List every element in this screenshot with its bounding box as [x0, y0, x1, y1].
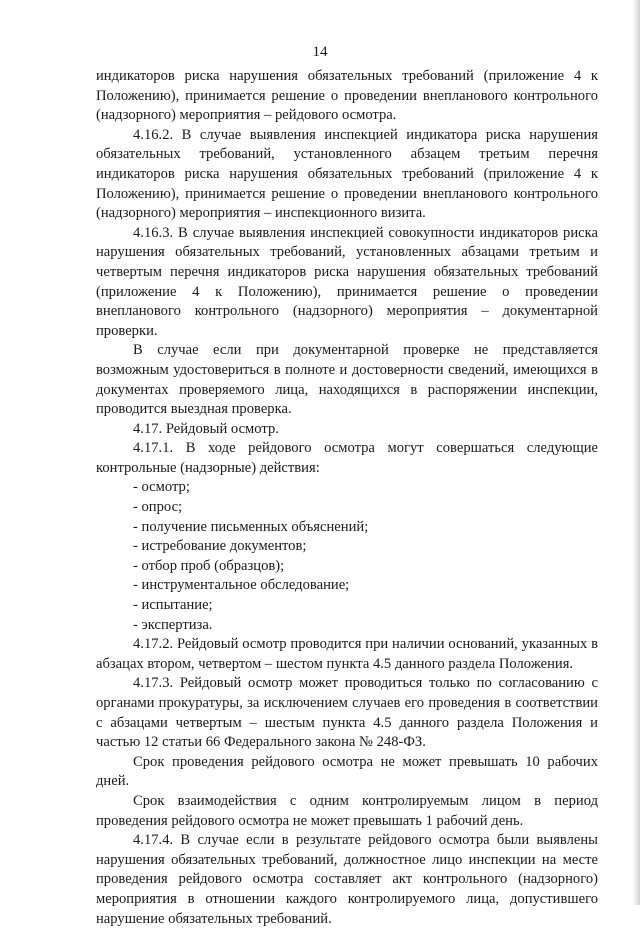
list-item: - экспертиза. — [133, 616, 213, 633]
list-item: - отбор проб (образцов); — [133, 557, 285, 574]
page-number: 14 — [312, 44, 328, 60]
paragraph-duration: Срок проведения рейдового осмотра не может превышать 10 рабочих дней. — [96, 753, 598, 790]
paragraph-4-16-2: 4.16.2. В случае выявления инспекцией индикатора риска нарушения обязательных требований, установленного абзацем третьим перечня индикаторов риска нарушения обязательных требований (приложение 4 к Положению), принимается решение о проведении внепланового контрольного (надзорного) мероприятия – инспекционного визита. — [96, 126, 598, 222]
control-actions-list — [96, 478, 598, 635]
section-heading-4-17: 4.17. Рейдовый осмотр. — [133, 420, 279, 437]
paragraph-field-inspection: В случае если при документарной проверке не представляется возможным удостовериться в полноте и достоверности сведений, имеющихся в документах проверяемого лица, находящихся в распоряжении инспекции, проводится выездная проверка. — [96, 342, 598, 418]
paragraph-4-16-3: 4.16.3. В случае выявления инспекцией совокупности индикаторов риска нарушения обязательных требований, установленных абзацами третьим и четвертым перечня индикаторов риска нарушения обязательных требований (приложение 4 к Положению), принимается решение о проведении внепланового контрольного (надзорного) мероприятия – документарной проверки. — [96, 224, 598, 339]
page-edge-shadow — [632, 0, 640, 905]
paragraph-interaction-period: Срок взаимодействия с одним контролируемым лицом в период проведения рейдового осмотра не может превышать 1 рабочий день. — [96, 792, 598, 829]
document-body — [96, 67, 598, 929]
paragraph-4-17-2: 4.17.2. Рейдовый осмотр проводится при наличии оснований, указанных в абзацах втором, четвертом – шестом пункта 4.5 данного раздела Положения. — [96, 636, 598, 672]
paragraph-continuation: индикаторов риска нарушения обязательных требований (приложение 4 к Положению), принимается решение о проведении внепланового контрольного (надзорного) мероприятия – рейдового осмотра. — [96, 68, 598, 124]
paragraph-4-17-4: 4.17.4. В случае если в результате рейдового осмотра были выявлены нарушения обязательных требований, должностное лицо инспекции на месте проведения рейдового осмотра составляет акт контрольного (надзорного) мероприятия в отношении каждого контролируемого лица, допустившего нарушение обязательных требований. — [96, 832, 598, 927]
list-item: - испытание; — [133, 597, 213, 614]
list-item: - опрос; — [133, 499, 183, 516]
list-item: - получение письменных объяснений; — [133, 518, 369, 535]
paragraph-4-17-1: 4.17.1. В ходе рейдового осмотра могут совершаться следующие контрольные (надзорные) действия: — [96, 440, 598, 476]
list-item: - истребование документов; — [133, 538, 307, 555]
list-item: - осмотр; — [133, 479, 190, 496]
paragraph-4-17-3: 4.17.3. Рейдовый осмотр может проводиться только по согласованию с органами прокуратуры, за исключением случаев его проведения в соответствии с абзацами четвертым – шестым пункта 4.5 данного раздела Положения и частью 12 статьи 66 Федерального закона № 248-ФЗ. — [96, 675, 598, 751]
list-item: - инструментальное обследование; — [133, 577, 350, 594]
